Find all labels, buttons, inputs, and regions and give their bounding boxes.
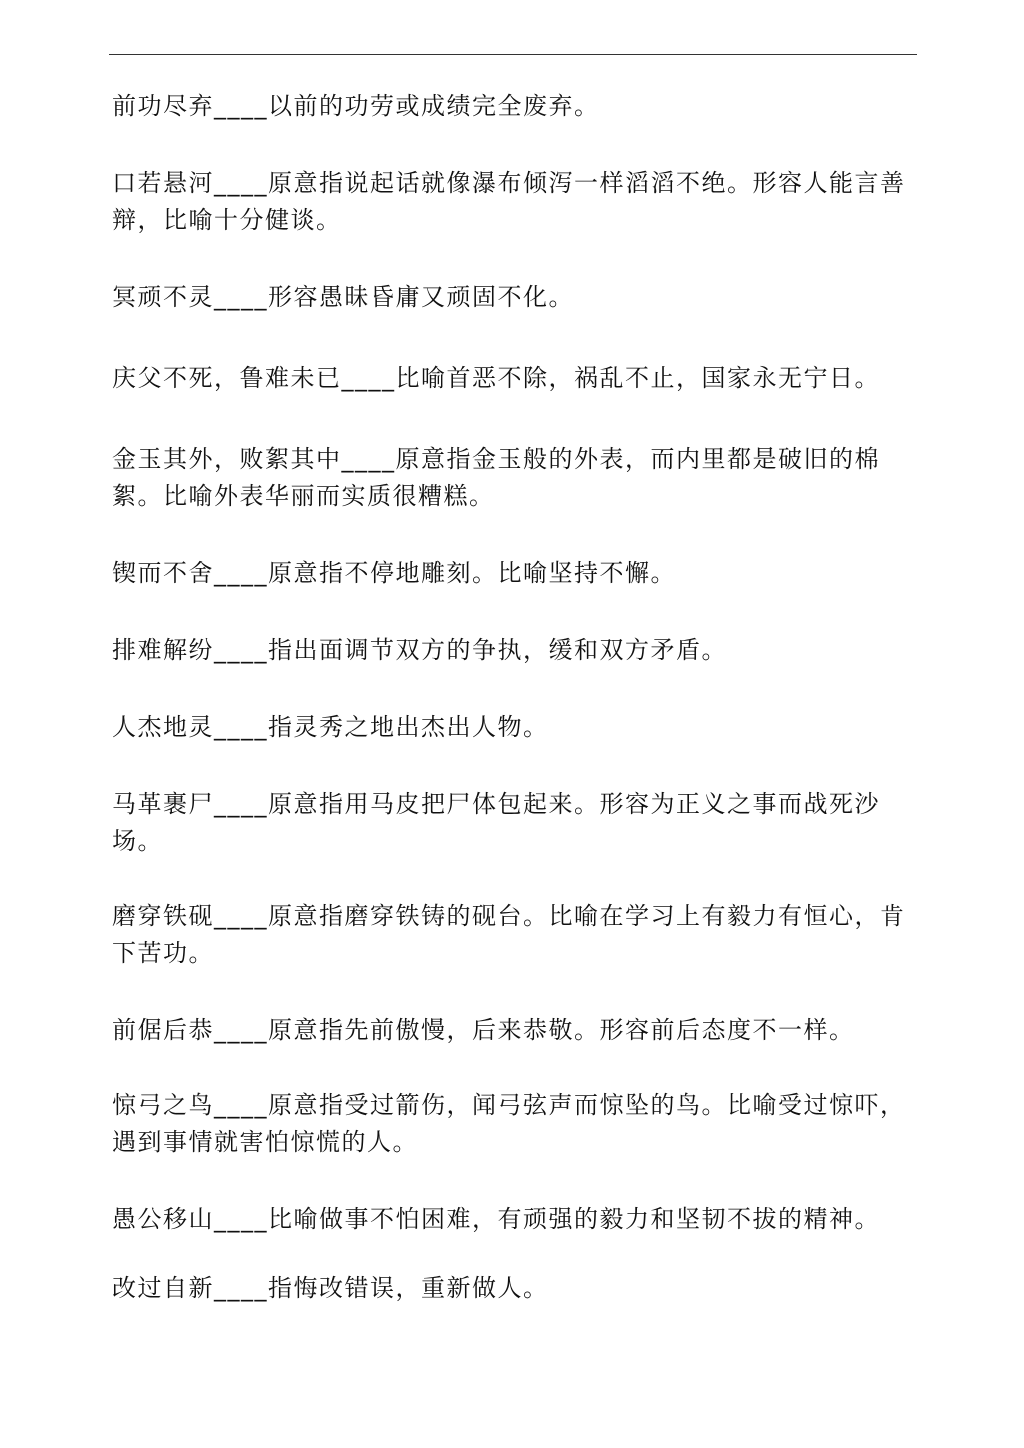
idiom-entry: 愚公移山____比喻做事不怕困难，有顽强的毅力和坚韧不拔的精神。	[112, 1205, 880, 1233]
idiom-list	[112, 88, 920, 1307]
idiom-entry: 金玉其外，败絮其中____原意指金玉般的外表，而内里都是破旧的棉絮。比喻外表华丽而实质很糟糕。	[112, 445, 880, 510]
idiom-entry: 冥顽不灵____形容愚昧昏庸又顽固不化。	[112, 283, 574, 311]
idiom-entry: 前功尽弃____以前的功劳或成绩完全废弃。	[112, 92, 600, 120]
idiom-entry: 锲而不舍____原意指不停地雕刻。比喻坚持不懈。	[112, 559, 676, 587]
top-rule	[109, 54, 917, 55]
idiom-entry: 马革裹尸____原意指用马皮把尸体包起来。形容为正义之事而战死沙场。	[112, 790, 880, 855]
idiom-entry: 前倨后恭____原意指先前傲慢，后来恭敬。形容前后态度不一样。	[112, 1016, 855, 1044]
idiom-entry: 口若悬河____原意指说起话就像瀑布倾泻一样滔滔不绝。形容人能言善辩，比喻十分健谈。	[112, 169, 906, 234]
idiom-entry: 庆父不死，鲁难未已____比喻首恶不除，祸乱不止，国家永无宁日。	[112, 364, 880, 392]
idiom-entry: 改过自新____指悔改错误，重新做人。	[112, 1274, 549, 1302]
idiom-entry: 惊弓之鸟____原意指受过箭伤，闻弓弦声而惊坠的鸟。比喻受过惊吓，遇到事情就害怕惊慌的人。	[112, 1091, 906, 1156]
idiom-entry: 人杰地灵____指灵秀之地出杰出人物。	[112, 713, 549, 741]
idiom-entry: 排难解纷____指出面调节双方的争执，缓和双方矛盾。	[112, 636, 727, 664]
idiom-entry: 磨穿铁砚____原意指磨穿铁铸的砚台。比喻在学习上有毅力有恒心，肯下苦功。	[112, 902, 906, 967]
